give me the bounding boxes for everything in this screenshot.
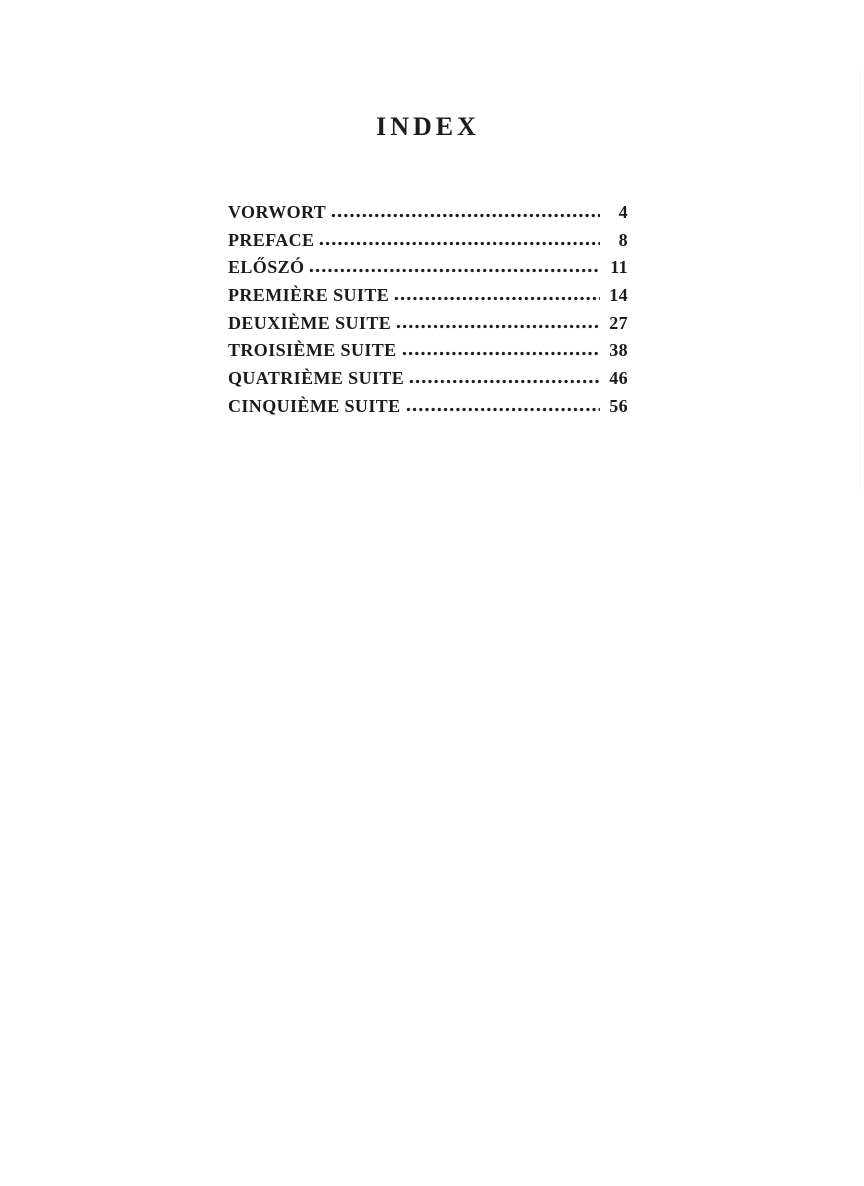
toc-entry-label: PREFACE — [228, 229, 315, 250]
toc-entry-page: 38 — [609, 340, 628, 361]
dot-leader — [402, 351, 600, 356]
toc-entry-label: ELŐSZÓ — [228, 257, 305, 278]
toc-entry — [228, 227, 628, 255]
toc-entry-label: PREMIÈRE SUITE — [228, 285, 390, 306]
toc-entry — [228, 199, 628, 227]
toc-entry-page: 8 — [618, 229, 628, 250]
dot-leader — [394, 296, 600, 301]
table-of-contents — [228, 199, 628, 421]
page-title: INDEX — [376, 112, 480, 142]
toc-entry-page: 46 — [609, 368, 628, 389]
toc-entry-page: 4 — [618, 202, 628, 222]
dot-leader — [319, 241, 600, 246]
scan-edge-artifact — [860, 70, 861, 490]
toc-entry-label: TROISIÈME SUITE — [228, 340, 397, 361]
dot-leader — [331, 213, 600, 218]
toc-entry — [228, 282, 628, 310]
toc-entry-label: VORWORT — [228, 202, 327, 222]
toc-entry-page: 27 — [609, 312, 628, 333]
dot-leader — [396, 324, 600, 329]
toc-entry-label: DEUXIÈME SUITE — [228, 312, 392, 333]
toc-entry-page: 56 — [609, 395, 628, 416]
toc-entry-page: 11 — [610, 257, 628, 278]
toc-entry-label: CINQUIÈME SUITE — [228, 395, 401, 416]
toc-entry — [228, 393, 628, 421]
toc-entry-label: QUATRIÈME SUITE — [228, 368, 405, 389]
dot-leader — [406, 407, 600, 412]
toc-entry — [228, 254, 628, 282]
dot-leader — [309, 268, 600, 273]
toc-entry — [228, 365, 628, 393]
toc-entry — [228, 337, 628, 365]
toc-entry — [228, 310, 628, 338]
dot-leader — [409, 379, 600, 384]
toc-entry-page: 14 — [609, 285, 628, 306]
